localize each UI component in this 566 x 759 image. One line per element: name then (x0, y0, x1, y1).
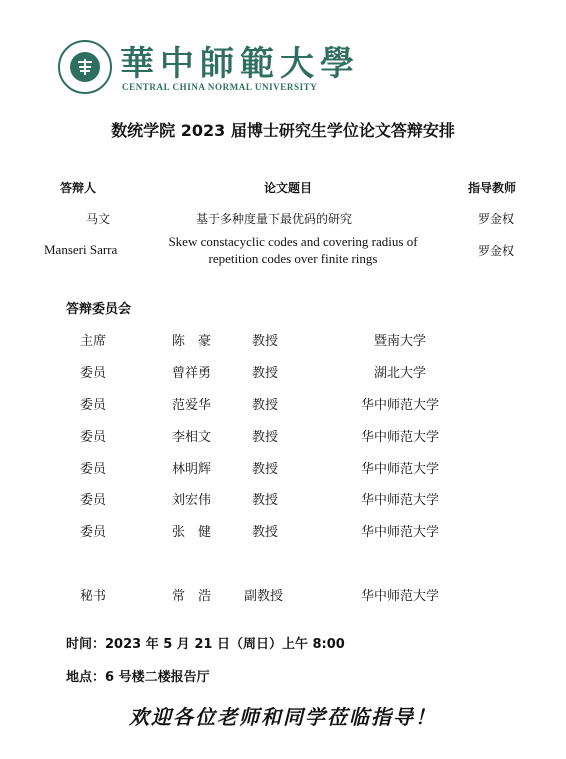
committee-row (0, 458, 566, 478)
member-rank: 教授 (252, 462, 279, 477)
member-affiliation: 湖北大学 (373, 366, 426, 381)
committee-row (0, 489, 566, 509)
candidate-name: 马文 (86, 212, 111, 226)
university-name-en: CENTRAL CHINA NORMAL UNIVERSITY (122, 82, 318, 92)
page-title: 数统学院 2023 届博士研究生学位论文答辩安排 (111, 121, 455, 140)
member-role: 委员 (80, 525, 107, 540)
member-affiliation: 暨南大学 (373, 334, 426, 349)
thesis-title-line1: Skew constacyclic codes and covering radius of (168, 234, 418, 249)
member-role: 主席 (80, 334, 107, 349)
seal-center-icon (70, 52, 100, 82)
secretary-rank: 副教授 (244, 589, 284, 604)
committee-row (0, 426, 566, 446)
member-rank: 教授 (252, 430, 279, 445)
secretary-row (0, 585, 566, 605)
thesis-title: 基于多种度量下最优码的研究 (196, 212, 353, 226)
member-role: 委员 (80, 366, 107, 381)
university-name-cn: 華中師範大學 (120, 44, 360, 84)
member-rank: 教授 (252, 493, 279, 508)
member-role: 委员 (80, 430, 107, 445)
member-affiliation: 华中师范大学 (360, 430, 439, 445)
committee-heading: 答辩委员会 (66, 302, 132, 317)
committee-row (0, 521, 566, 541)
member-affiliation: 华中师范大学 (360, 525, 439, 540)
member-role: 委员 (80, 493, 107, 508)
member-affiliation: 华中师范大学 (360, 398, 439, 413)
col-header-candidate: 答辩人 (60, 181, 97, 195)
col-header-title: 论文题目 (264, 181, 313, 195)
member-affiliation: 华中师范大学 (360, 493, 439, 508)
member-rank: 教授 (252, 366, 279, 381)
member-name: 林明辉 (172, 462, 212, 477)
university-seal-icon (58, 40, 112, 94)
advisor-name: 罗金权 (478, 244, 515, 258)
secretary-name: 常 浩 (172, 589, 212, 604)
defense-location: 地点：6 号楼二楼报告厅 (66, 670, 210, 685)
member-rank: 教授 (252, 525, 279, 540)
committee-row (0, 330, 566, 350)
member-name: 陈 豪 (172, 334, 212, 349)
col-header-advisor: 指导教师 (468, 181, 517, 195)
member-role: 委员 (80, 462, 107, 477)
welcome-message: 欢迎各位老师和同学莅临指导！ (129, 705, 437, 729)
advisor-name: 罗金权 (478, 212, 515, 226)
seal-emblem-icon (76, 58, 94, 76)
secretary-role: 秘书 (80, 589, 107, 604)
member-name: 曾祥勇 (172, 366, 212, 381)
member-affiliation: 华中师范大学 (360, 462, 439, 477)
member-name: 刘宏伟 (172, 493, 212, 508)
member-name: 范爱华 (172, 398, 212, 413)
candidate-name: Manseri Sarra (44, 242, 118, 257)
committee-row (0, 362, 566, 382)
member-name: 张 健 (172, 525, 212, 540)
member-role: 委员 (80, 398, 107, 413)
member-name: 李相文 (172, 430, 212, 445)
member-rank: 教授 (252, 334, 279, 349)
committee-row (0, 394, 566, 414)
member-rank: 教授 (252, 398, 279, 413)
defense-time: 时间：2023 年 5 月 21 日（周日）上午 8:00 (66, 637, 345, 652)
secretary-affiliation: 华中师范大学 (360, 589, 439, 604)
thesis-title-line2: repetition codes over finite rings (208, 251, 378, 266)
